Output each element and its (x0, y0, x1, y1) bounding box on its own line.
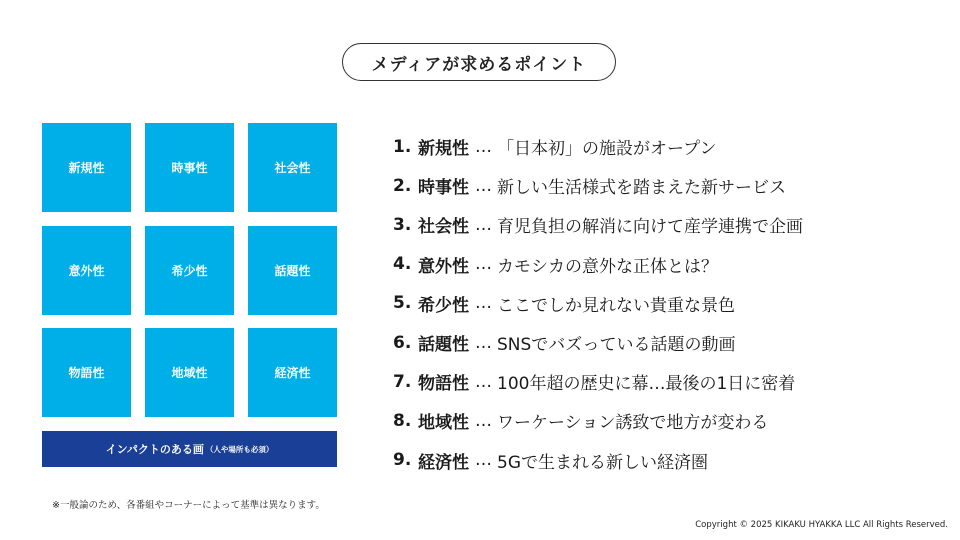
point-example: カモシカの意外な正体とは？ (497, 256, 718, 277)
point-number: 2. (393, 175, 412, 196)
point-number: 1. (393, 136, 412, 157)
point-separator: … (475, 136, 492, 157)
impact-bar-sublabel: （人や場所も必須） (205, 444, 274, 454)
point-number: 8. (393, 410, 412, 431)
point-separator: … (475, 410, 492, 431)
points-list (393, 127, 803, 480)
list-item (393, 205, 803, 244)
point-keyword: 経済性 (418, 452, 469, 473)
list-item (393, 323, 803, 362)
point-separator: … (475, 450, 492, 471)
list-item (393, 166, 803, 205)
list-item (393, 245, 803, 284)
point-example: SNSでバズっている話題の動画 (497, 335, 736, 356)
list-item (393, 127, 803, 166)
point-keyword: 話題性 (418, 335, 469, 356)
point-keyword: 社会性 (418, 217, 469, 238)
point-number: 7. (393, 371, 412, 392)
footnote: ※一般論のため、各番組やコーナーによって基準は異なります。 (52, 500, 325, 511)
point-keyword: 希少性 (418, 295, 469, 316)
point-separator: … (475, 214, 492, 235)
grid-tile-chiikisei: 地域性 (145, 328, 234, 417)
point-separator: … (475, 175, 492, 196)
point-keyword: 物語性 (418, 374, 469, 395)
point-number: 6. (393, 332, 412, 353)
grid-tile-igaisei: 意外性 (42, 226, 131, 315)
point-keyword: 時事性 (418, 178, 469, 199)
point-example: 100年超の歴史に幕…最後の1日に密着 (497, 374, 796, 395)
grid-tile-shakaisei: 社会性 (248, 123, 337, 212)
impact-bar (42, 431, 337, 467)
point-example: 新しい生活様式を踏まえた新サービス (497, 178, 786, 199)
list-item (393, 401, 803, 440)
point-number: 3. (393, 214, 412, 235)
point-example: ワーケーション誘致で地方が変わる (497, 413, 769, 434)
point-keyword: 新規性 (418, 139, 469, 160)
grid-tile-monogatarisei: 物語性 (42, 328, 131, 417)
point-number: 9. (393, 450, 412, 471)
slide-title: メディアが求めるポイント (342, 43, 616, 81)
grid-tile-kishousei: 希少性 (145, 226, 234, 315)
point-separator: … (475, 254, 492, 275)
copyright: Copyright © 2025 KIKAKU HYAKKA LLC All Rights Reserved. (695, 520, 948, 530)
point-example: 育児負担の解消に向けて産学連携で企画 (497, 217, 803, 238)
point-number: 4. (393, 254, 412, 275)
grid-tile-wadaisei: 話題性 (248, 226, 337, 315)
list-item (393, 362, 803, 401)
point-keyword: 意外性 (418, 256, 469, 277)
point-separator: … (475, 293, 492, 314)
point-number: 5. (393, 293, 412, 314)
impact-bar-label: インパクトのある画 (105, 443, 204, 456)
grid-tile-shinkisei: 新規性 (42, 123, 131, 212)
list-item (393, 441, 803, 480)
point-example: 5Gで生まれる新しい経済圏 (497, 452, 708, 473)
list-item (393, 284, 803, 323)
point-example: 「日本初」の施設がオープン (497, 139, 717, 160)
point-example: ここでしか見れない貴重な景色 (497, 295, 735, 316)
point-separator: … (475, 332, 492, 353)
grid-tile-jijisei: 時事性 (145, 123, 234, 212)
point-keyword: 地域性 (418, 413, 469, 434)
point-separator: … (475, 371, 492, 392)
grid-tile-keizaisei: 経済性 (248, 328, 337, 417)
